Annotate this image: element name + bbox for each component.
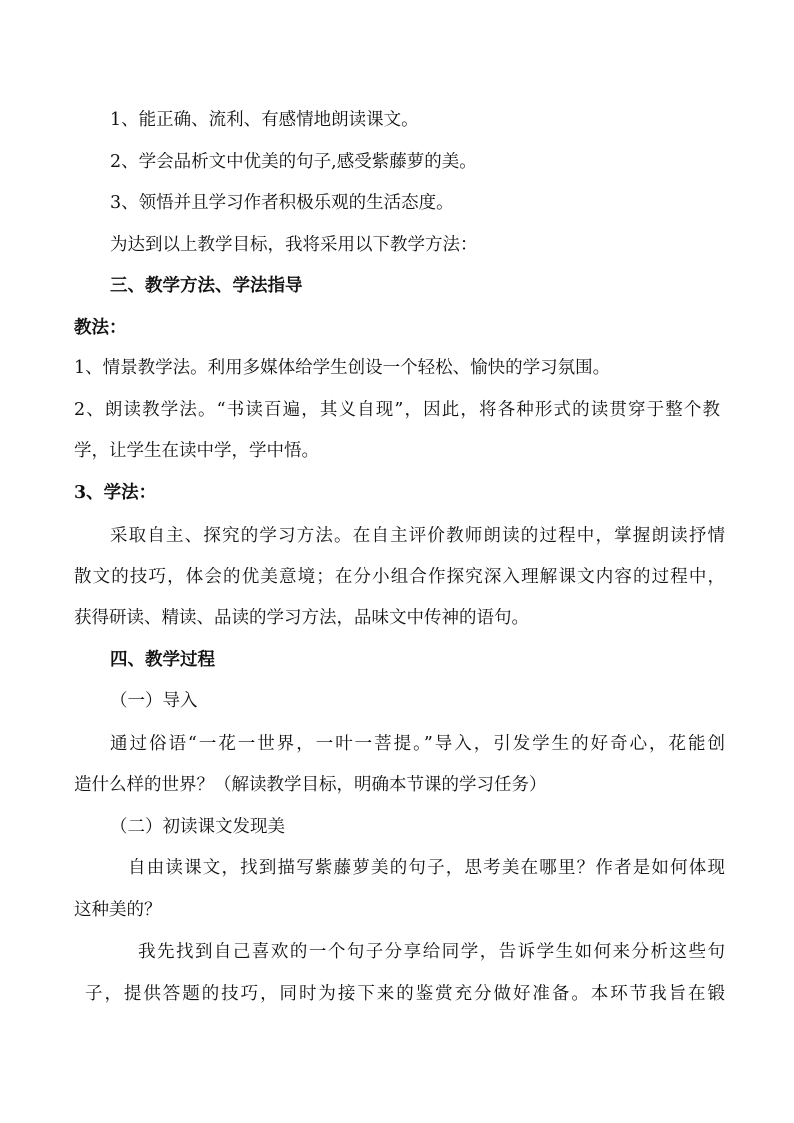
method-1: 1、情景教学法。利用多媒体给学生创设一个轻松、愉快的学习氛围。 [74,358,611,378]
subsection-2: （二）初读课文发现美 [110,817,285,837]
section-heading-3: 三、教学方法、学法指导 [110,276,303,296]
subsection-1: （一）导入 [110,691,198,711]
share-line-2-text: 子，提供答题的技巧，同时为接下来的鉴赏充分做好准备。本环节我旨在锻 [85,984,725,1004]
share-line-1 [138,940,725,964]
share-line-1-text: 我先找到自己喜欢的一个句子分享给同学，告诉学生如何来分析这些句 [138,942,725,962]
learning-line-2-text: 散文的技巧，体会的优美意境；在分小组合作探究深入理解课文内容的过程中， [74,567,725,587]
teaching-method-label: 教法： [74,318,127,338]
objective-2: 2、学会品析文中优美的句子,感受紫藤萝的美。 [110,152,477,172]
section-heading-4: 四、教学过程 [110,650,215,670]
reading-line-2: 这种美的？ [74,900,162,920]
method-intro: 为达到以上教学目标，我将采用以下教学方法： [110,235,478,255]
intro-line-1 [110,732,725,756]
method-2-line-2: 学，让学生在读中学，学中悟。 [74,441,319,461]
intro-line-2: 造什么样的世界？（解读教学目标，明确本节课的学习任务） [74,775,547,795]
intro-line-1-text: 通过俗语“一花一世界，一叶一菩提。”导入，引发学生的好奇心，花能创 [110,734,725,754]
learning-line-1-text: 采取自主、探究的学习方法。在自主评价教师朗读的过程中，掌握朗读抒情 [110,526,725,546]
share-line-2 [85,982,725,1006]
reading-line-1 [128,856,725,880]
objective-1: 1、能正确、流利、有感情地朗读课文。 [110,110,419,130]
reading-line-1-text: 自由读课文，找到描写紫藤萝美的句子，思考美在哪里？作者是如何体现 [128,858,725,878]
method-2-line-1 [74,398,720,422]
learning-line-1 [110,524,725,548]
learning-method-label: 3、学法： [74,483,157,503]
objective-3: 3、领悟并且学习作者积极乐观的生活态度。 [110,193,454,213]
learning-line-2 [74,565,725,589]
learning-line-3: 获得研读、精读、品读的学习方法，品味文中传神的语句。 [74,608,529,628]
method-2-line-1-text: 2、朗读教学法。“书读百遍，其义自现”，因此，将各种形式的读贯穿于整个教 [74,400,720,420]
